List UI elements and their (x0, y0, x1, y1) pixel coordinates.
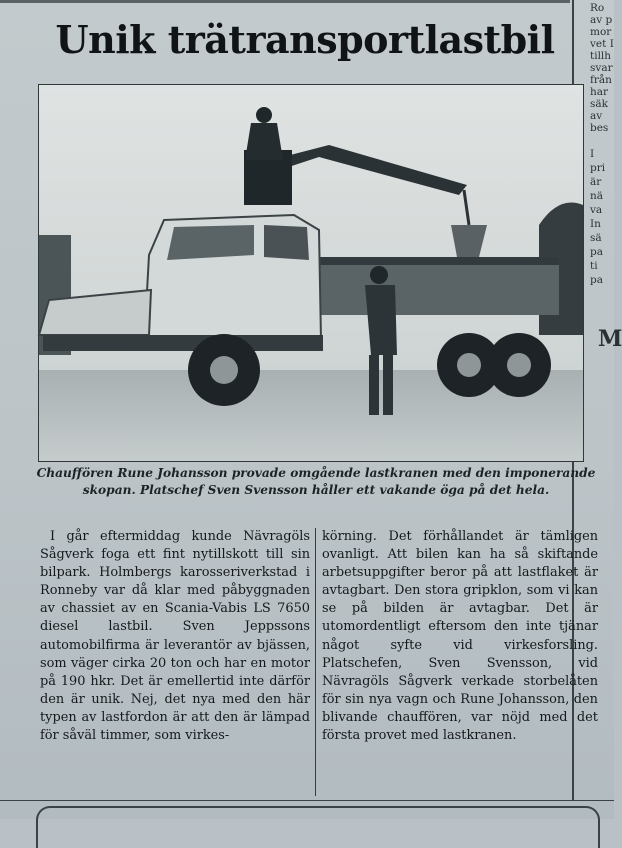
right-column-fragment: från (590, 74, 612, 86)
headline: Unik trätransportlastbil (55, 17, 555, 62)
right-column-fragment: vet I (590, 38, 614, 50)
right-column-fragment: är (590, 176, 602, 188)
right-column-fragment: bes (590, 122, 609, 134)
right-column-fragment: pa (590, 246, 603, 258)
right-column-fragment: mor (590, 26, 612, 38)
right-column-fragment: av (590, 110, 603, 122)
right-column-fragment: pri (590, 162, 606, 174)
article-column-1: I går eftermiddag kunde Nävragöls Sågverk foga ett fint nytillskott till sin bilpark. Holmbergs karosseriverkstad i Ronneby var då klar med påbyggnaden av chassiet av en Scania-Vabis LS 7650 diesel lastbil. Sven Jeppssons automobilfirma är leverantör av bjässen, som väger cirka 20 ton och har en motor på 190 hkr. Det är emellertid inte därför den är unik. Nej, det nya med den här typen av lastfordon är att den är lämpad för såväl timmer, som virkes- (40, 529, 310, 744)
truck-photo-illustration (39, 85, 583, 461)
right-column-fragment: av p (590, 14, 613, 26)
bottom-rule (0, 800, 614, 801)
right-column-fragment: sä (590, 232, 602, 244)
column-separator (315, 528, 316, 796)
right-column-fragment: har (590, 86, 609, 98)
right-column-fragment: In (590, 218, 601, 230)
right-column-fragment: svar (590, 62, 613, 74)
top-rule (0, 0, 570, 3)
right-column-fragment: Ro (590, 2, 605, 14)
right-column-fragment: säk (590, 98, 609, 110)
photo-caption: Chauffören Rune Johansson provade omgående lastkranen med den imponerande skopan. Platschef Sven Svensson håller ett vakande öga på det hela. (36, 466, 596, 497)
right-column-heading-fragment: M (598, 326, 622, 352)
right-column-fragment: pa (590, 274, 603, 286)
article-column-2: körning. Det förhållandet är tämligen ovanligt. Att bilen kan ha så skiftande arbetsuppgifter beror på att lastflaket är avtagbart. Den stora gripklon, som vi kan se på bilden är avtagbar. Det är utomordentligt eftersom den inte tjänar något syfte vid virkesforsling. Platschefen, Sven Svensson, vid Nävragöls Sågverk verkade storbelåten för sin nya vagn och Rune Johansson, den blivande chauffören, var nöjd med det första provet med lastkranen. (322, 529, 598, 744)
truck-photo (38, 84, 584, 462)
right-column-fragment: va (590, 204, 603, 216)
right-column-fragment: ti (590, 260, 598, 272)
next-article-frame (36, 806, 600, 848)
right-column-fragment: I (590, 148, 595, 160)
right-column-fragment: tillh (590, 50, 612, 62)
right-column-fragment: nä (590, 190, 604, 202)
